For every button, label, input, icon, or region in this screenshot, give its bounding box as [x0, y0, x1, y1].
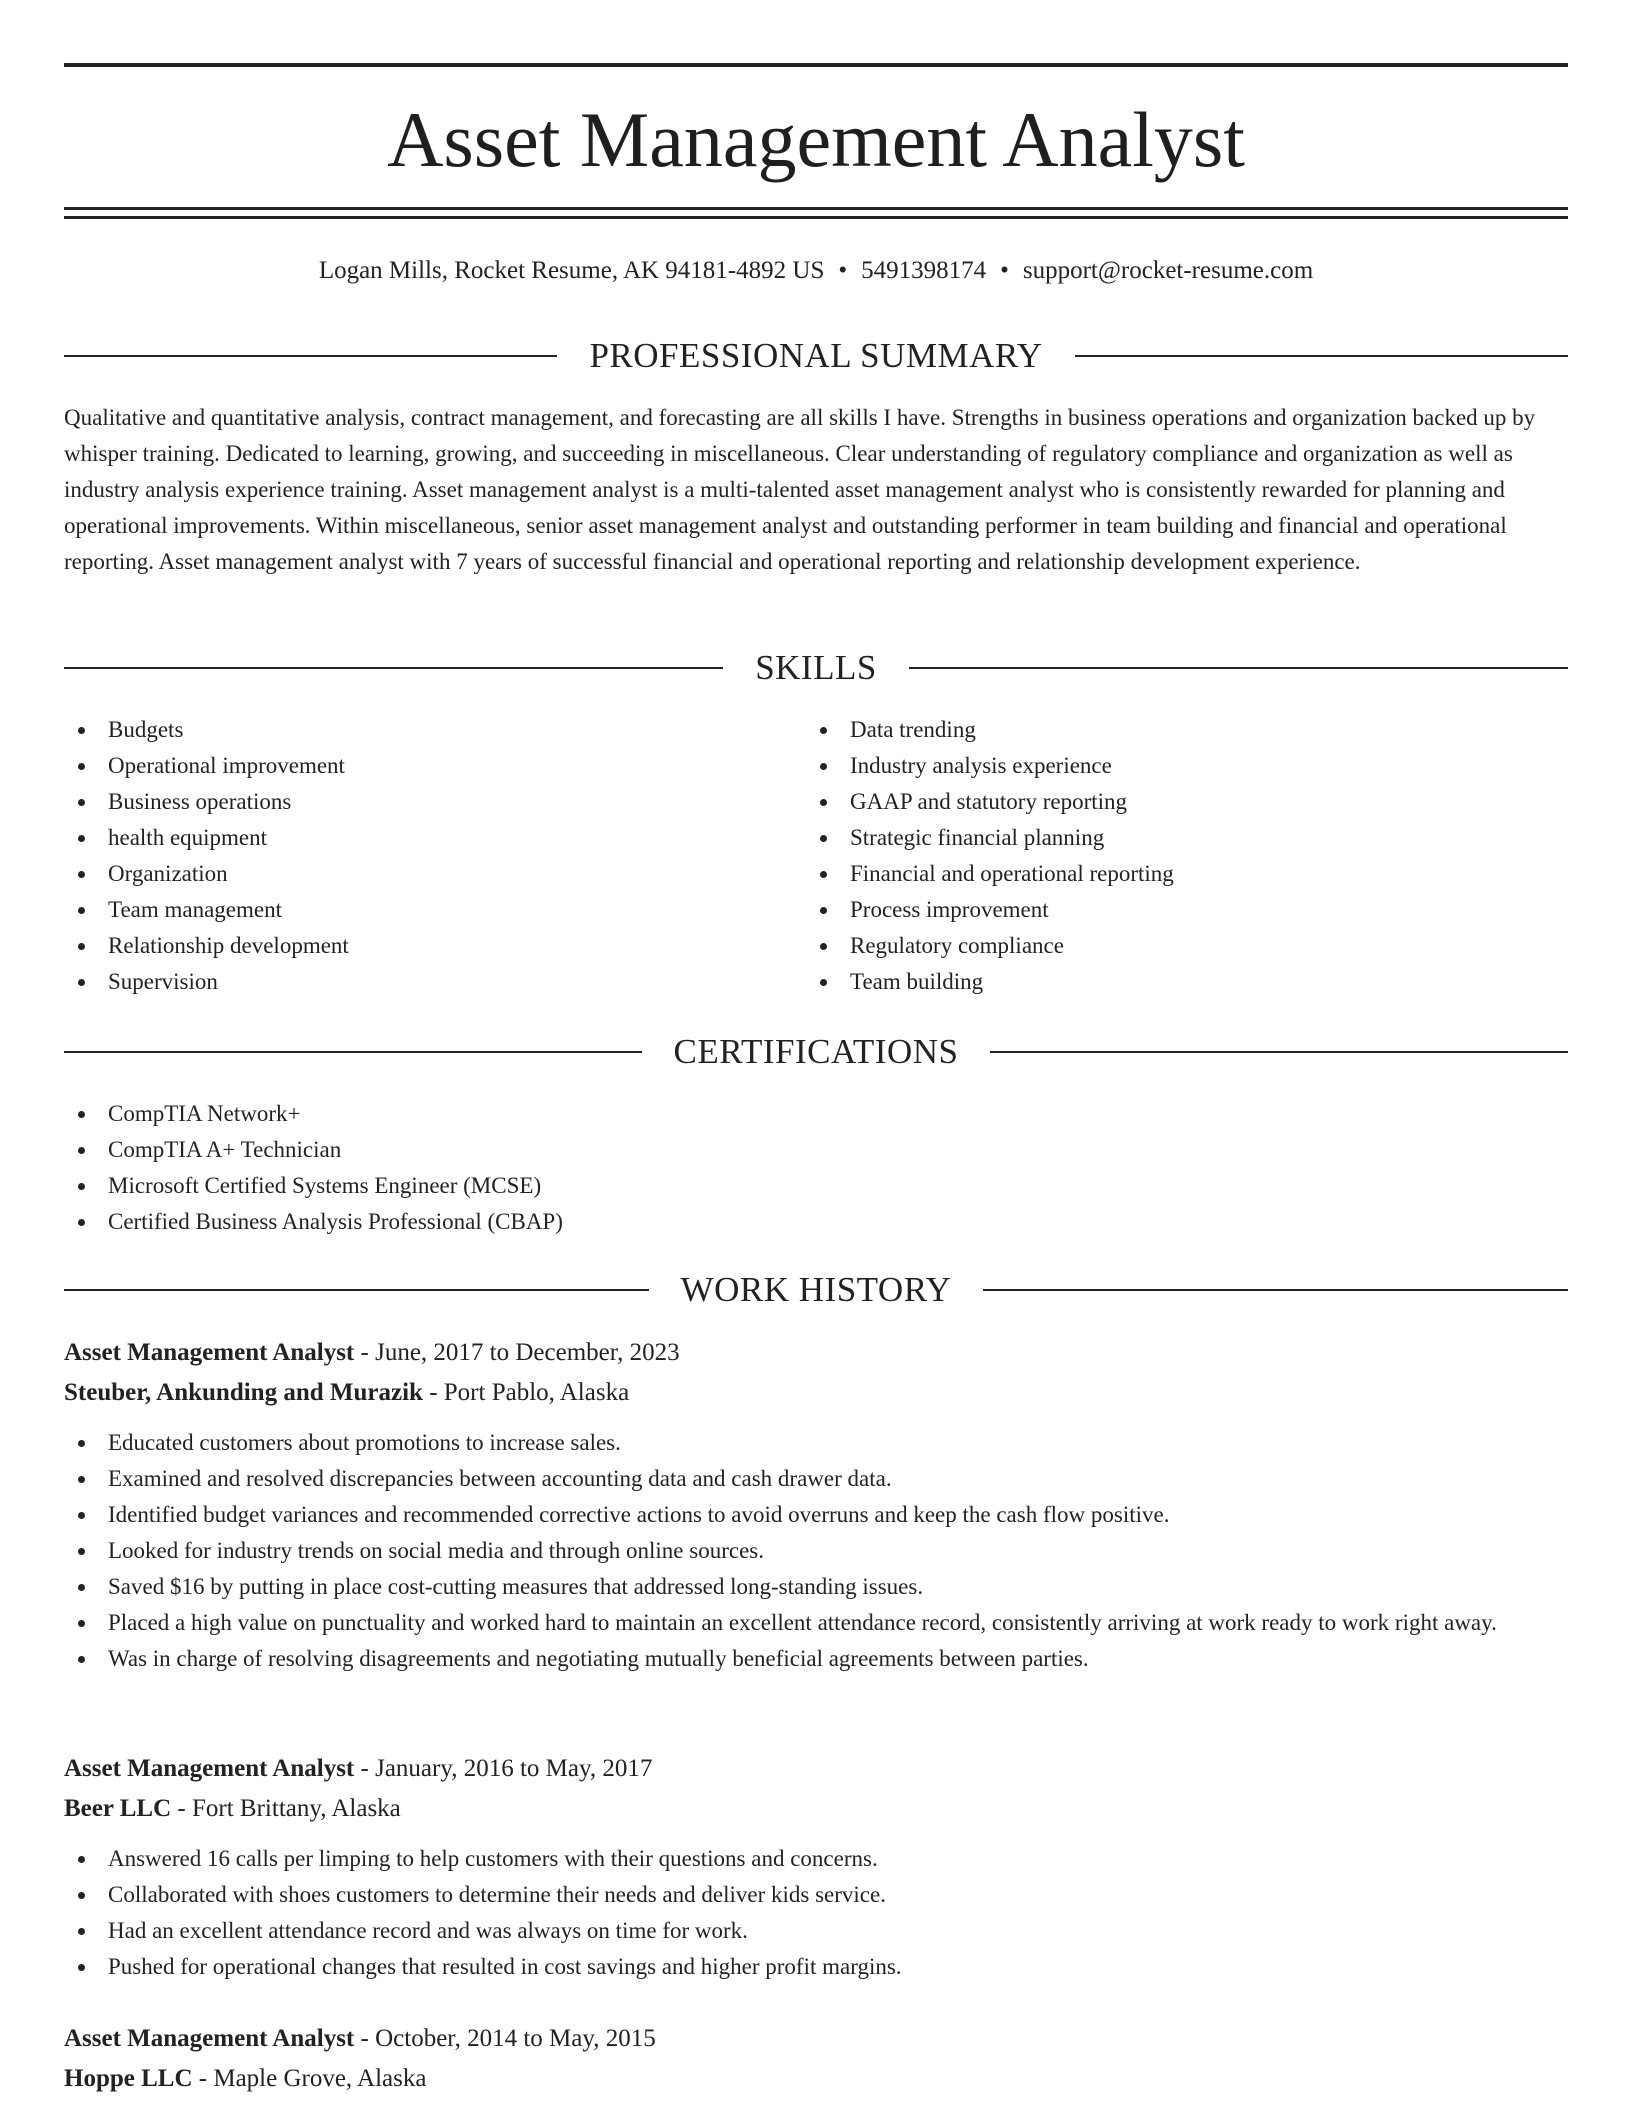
dash: - [354, 1339, 376, 1366]
job-dates: June, 2017 to December, 2023 [375, 1339, 680, 1366]
skill-item: Budgets [64, 712, 804, 748]
contact-separator: • [838, 257, 848, 284]
job-duty-item: Examined and resolved discrepancies between accounting data and cash drawer data. [64, 1461, 1568, 1497]
contact-address: Logan Mills, Rocket Resume, AK 94181-4892 US [318, 257, 825, 284]
skills-section-heading [64, 646, 1568, 690]
job-location: Port Pablo, Alaska [443, 1379, 630, 1406]
skill-item: Team management [64, 892, 804, 928]
job-entry [64, 2019, 1568, 2099]
skill-item: Team building [806, 964, 1566, 1000]
job-company-line [64, 1373, 1568, 1413]
skill-item: Supervision [64, 964, 804, 1000]
certifications-list [64, 1096, 1568, 1240]
job-dates: January, 2016 to May, 2017 [375, 1755, 653, 1782]
certification-item: CompTIA A+ Technician [64, 1132, 1568, 1168]
job-title-line [64, 1333, 1568, 1373]
heading-rule [64, 667, 723, 669]
section-title: CERTIFICATIONS [673, 1032, 959, 1071]
contact-line [64, 254, 1568, 288]
certifications-section-heading [64, 1030, 1568, 1074]
heading-rule [990, 1051, 1568, 1053]
skill-item: GAAP and statutory reporting [806, 784, 1566, 820]
job-dates: October, 2014 to May, 2015 [375, 2025, 656, 2052]
certification-item: Microsoft Certified Systems Engineer (MCSE) [64, 1168, 1568, 1204]
job-company-line [64, 2059, 1568, 2099]
heading-rule [1075, 355, 1568, 357]
summary-text: Qualitative and quantitative analysis, contract management, and forecasting are all skills I have. Strengths in business operations and organization backed up by whisper training. Dedicated to learning, growing, and succeeding in miscellaneous. Clear understanding of regulatory compliance and organization as well as industry analysis experience training. Asset management analyst is a multi-talented asset management analyst who is consistently rewarded for planning and operational improvements. Within miscellaneous, senior asset management analyst and outstanding performer in team building and financial and operational reporting. Asset management analyst with 7 years of successful financial and operational reporting and relationship development experience. [64, 405, 1536, 574]
job-title-line [64, 2019, 1568, 2059]
dash: - [354, 1755, 376, 1782]
skill-item: Data trending [806, 712, 1566, 748]
section-title: SKILLS [755, 648, 877, 687]
skill-item: Industry analysis experience [806, 748, 1566, 784]
contact-phone: 5491398174 [861, 257, 987, 284]
skill-item: health equipment [64, 820, 804, 856]
job-duties-list [64, 1425, 1568, 1677]
job-duty-item: Had an excellent attendance record and was always on time for work. [64, 1913, 1568, 1949]
job-duty-item: Looked for industry trends on social media and through online sources. [64, 1533, 1568, 1569]
heading-rule [64, 355, 557, 357]
summary-section-heading [64, 334, 1568, 378]
job-duty-item: Collaborated with shoes customers to determine their needs and deliver kids service. [64, 1877, 1568, 1913]
job-title: Asset Management Analyst [64, 1755, 355, 1782]
job-duty-item: Pushed for operational changes that resulted in cost savings and higher profit margins. [64, 1949, 1568, 1985]
heading-rule [983, 1289, 1568, 1291]
dash: - [171, 1795, 192, 1822]
section-title: WORK HISTORY [680, 1270, 952, 1309]
job-location: Maple Grove, Alaska [213, 2065, 427, 2092]
contact-separator: • [1000, 257, 1009, 284]
skill-item: Relationship development [64, 928, 804, 964]
job-company: Hoppe LLC [64, 2065, 193, 2092]
heading-rule [64, 1051, 642, 1053]
job-duties-list [64, 1841, 1568, 1985]
certification-item: Certified Business Analysis Professional (CBAP) [64, 1204, 1568, 1240]
skill-item: Operational improvement [64, 748, 804, 784]
dash: - [192, 2065, 214, 2092]
contact-email: support@rocket-resume.com [1022, 257, 1314, 284]
heading-rule [64, 1289, 649, 1291]
skill-item: Financial and operational reporting [806, 856, 1566, 892]
job-duty-item: Placed a high value on punctuality and worked hard to maintain an excellent attendance record, consistently arriving at work ready to work right away. [64, 1605, 1568, 1641]
dash: - [354, 2025, 376, 2052]
job-entry [64, 1749, 1568, 1985]
skill-item: Organization [64, 856, 804, 892]
job-title: Asset Management Analyst [64, 2025, 355, 2052]
job-entry [64, 1333, 1568, 1677]
certification-item: CompTIA Network+ [64, 1096, 1568, 1132]
skill-item: Process improvement [806, 892, 1566, 928]
heading-rule [909, 667, 1568, 669]
section-title: PROFESSIONAL SUMMARY [589, 336, 1043, 375]
job-duty-item: Was in charge of resolving disagreements and negotiating mutually beneficial agreements between parties. [64, 1641, 1568, 1677]
work-history-section-heading [64, 1268, 1568, 1312]
job-company: Beer LLC [64, 1795, 172, 1822]
skills-list-left [64, 712, 804, 1000]
skill-item: Business operations [64, 784, 804, 820]
job-duty-item: Saved $16 by putting in place cost-cutting measures that addressed long-standing issues. [64, 1569, 1568, 1605]
job-duty-item: Identified budget variances and recommended corrective actions to avoid overruns and keep the cash flow positive. [64, 1497, 1568, 1533]
skills-list-right [806, 712, 1566, 1000]
skill-item: Regulatory compliance [806, 928, 1566, 964]
top-rule [64, 63, 1568, 67]
job-location: Fort Brittany, Alaska [192, 1795, 401, 1822]
job-company: Steuber, Ankunding and Murazik [64, 1379, 423, 1406]
job-title-line [64, 1749, 1568, 1789]
title-double-rule [64, 207, 1568, 219]
resume-title: Asset Management Analyst [387, 96, 1245, 183]
job-company-line [64, 1789, 1568, 1829]
job-title: Asset Management Analyst [64, 1339, 355, 1366]
job-duty-item: Educated customers about promotions to increase sales. [64, 1425, 1568, 1461]
dash: - [422, 1379, 444, 1406]
skill-item: Strategic financial planning [806, 820, 1566, 856]
job-duty-item: Answered 16 calls per limping to help customers with their questions and concerns. [64, 1841, 1568, 1877]
